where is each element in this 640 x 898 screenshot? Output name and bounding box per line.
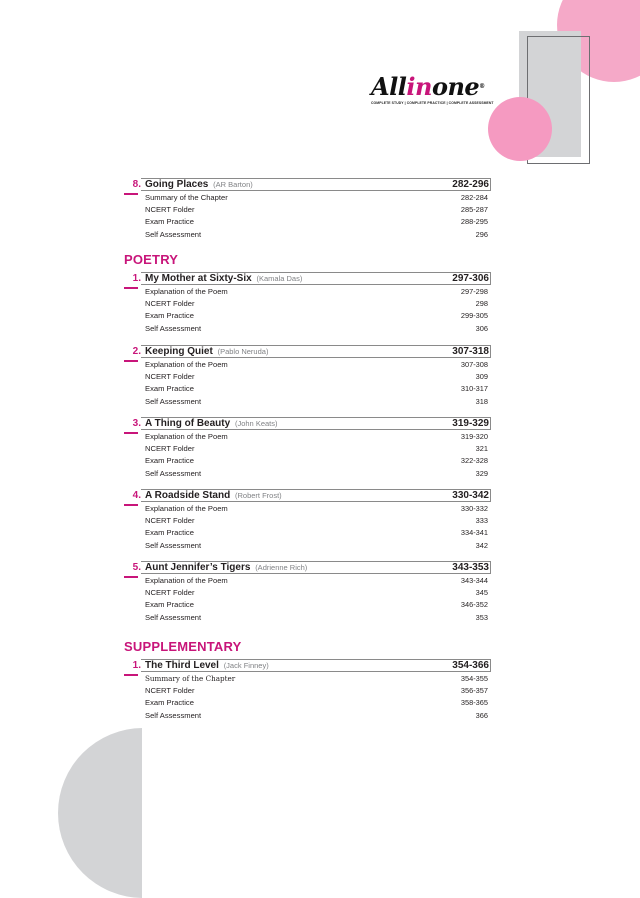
chapter-pages: 330-342: [452, 490, 489, 501]
toc-row[interactable]: NCERT Folder 309: [145, 372, 488, 382]
toc-row[interactable]: Exam Practice 358-365: [145, 698, 488, 708]
chapter-title: A Roadside Stand (Robert Frost): [145, 490, 282, 501]
chapter-number: 1.: [132, 660, 141, 671]
chapter-pages: 282-296: [452, 179, 489, 190]
chapter-title: Aunt Jennifer’s Tigers (Adrienne Rich): [145, 562, 308, 573]
toc-row[interactable]: Exam Practice 322-328: [145, 456, 488, 466]
toc-row[interactable]: Self Assessment 306: [145, 323, 488, 333]
toc-poetry-5: [124, 561, 491, 624]
chapter-number: 4.: [132, 490, 141, 501]
chapter-title: My Mother at Sixty-Six (Kamala Das): [145, 273, 303, 284]
chapter-author: (Jack Finney): [223, 661, 269, 670]
chapter-header[interactable]: [124, 178, 491, 192]
toc-chapter-8: [124, 178, 491, 241]
toc-row[interactable]: NCERT Folder 298: [145, 299, 488, 309]
chapter-pages: 307-318: [452, 346, 489, 357]
chapter-author: (Adrienne Rich): [255, 563, 308, 572]
toc-row[interactable]: Self Assessment 342: [145, 540, 488, 550]
chapter-author: (Robert Frost): [234, 491, 282, 500]
brand-logo: [371, 72, 494, 105]
toc-row[interactable]: NCERT Folder 356-357: [145, 686, 488, 696]
chapter-author: (John Keats): [234, 419, 278, 428]
toc-row[interactable]: Exam Practice 346-352: [145, 600, 488, 610]
toc-row[interactable]: Explanation of the Poem 319-320: [145, 432, 488, 441]
chapter-pages: 319-329: [452, 418, 489, 429]
toc-supplementary-1: [124, 659, 491, 722]
chapter-title: A Thing of Beauty (John Keats): [145, 418, 278, 429]
decorative-half-circle-bottom: [58, 728, 228, 898]
section-heading-supplementary: SUPPLEMENTARY: [124, 639, 242, 654]
toc-row[interactable]: NCERT Folder 285-287: [145, 205, 488, 215]
chapter-header[interactable]: [124, 272, 491, 286]
section-heading-poetry: POETRY: [124, 252, 179, 267]
chapter-header[interactable]: [124, 345, 491, 359]
toc-row[interactable]: NCERT Folder 345: [145, 588, 488, 598]
chapter-pages: 297-306: [452, 273, 489, 284]
logo-wordmark: Allinone®: [371, 72, 485, 101]
toc-row[interactable]: Explanation of the Poem 297-298: [145, 287, 488, 296]
chapter-author: (AR Barton): [213, 180, 253, 189]
chapter-author: (Pablo Neruda): [217, 347, 269, 356]
toc-row[interactable]: Self Assessment 296: [145, 229, 488, 239]
toc-poetry-4: [124, 489, 491, 552]
chapter-title: Keeping Quiet (Pablo Neruda): [145, 346, 269, 357]
toc-row[interactable]: Exam Practice 310-317: [145, 384, 488, 394]
chapter-pages: 354-366: [452, 660, 489, 671]
chapter-author: (Kamala Das): [256, 274, 303, 283]
chapter-number: 3.: [132, 418, 141, 429]
chapter-header[interactable]: [124, 417, 491, 431]
toc-row[interactable]: Exam Practice 334-341: [145, 528, 488, 538]
chapter-title: Going Places (AR Barton): [145, 179, 253, 190]
toc-row[interactable]: Exam Practice 288-295: [145, 217, 488, 227]
toc-row[interactable]: Explanation of the Poem 343-344: [145, 576, 488, 585]
chapter-number: 8.: [132, 179, 141, 190]
toc-poetry-2: [124, 345, 491, 408]
chapter-header[interactable]: [124, 561, 491, 575]
toc-row[interactable]: NCERT Folder 333: [145, 516, 488, 526]
toc-poetry-3: [124, 417, 491, 480]
toc-row[interactable]: Exam Practice 299-305: [145, 311, 488, 321]
toc-row[interactable]: Self Assessment 318: [145, 396, 488, 406]
chapter-number: 5.: [132, 562, 141, 573]
decorative-circle-mid: [488, 97, 552, 161]
toc-row[interactable]: NCERT Folder 321: [145, 444, 488, 454]
chapter-number: 1.: [132, 273, 141, 284]
chapter-title: The Third Level (Jack Finney): [145, 660, 269, 671]
toc-row[interactable]: Self Assessment 366: [145, 710, 488, 720]
toc-row[interactable]: Self Assessment 329: [145, 468, 488, 478]
toc-row[interactable]: Explanation of the Poem 307-308: [145, 360, 488, 369]
chapter-header[interactable]: [124, 489, 491, 503]
chapter-header[interactable]: [124, 659, 491, 673]
logo-tagline: COMPLETE STUDY | COMPLETE PRACTICE | COMPLETE ASSESSMENT: [371, 101, 494, 105]
toc-row[interactable]: Explanation of the Poem 330-332: [145, 504, 488, 513]
toc-row[interactable]: Self Assessment 353: [145, 612, 488, 622]
toc-poetry-1: [124, 272, 491, 335]
toc-row[interactable]: Summary of the Chapter 282-284: [145, 193, 488, 202]
toc-row[interactable]: Summary of the Chapter 354-355: [145, 674, 488, 683]
chapter-number: 2.: [132, 346, 141, 357]
chapter-pages: 343-353: [452, 562, 489, 573]
